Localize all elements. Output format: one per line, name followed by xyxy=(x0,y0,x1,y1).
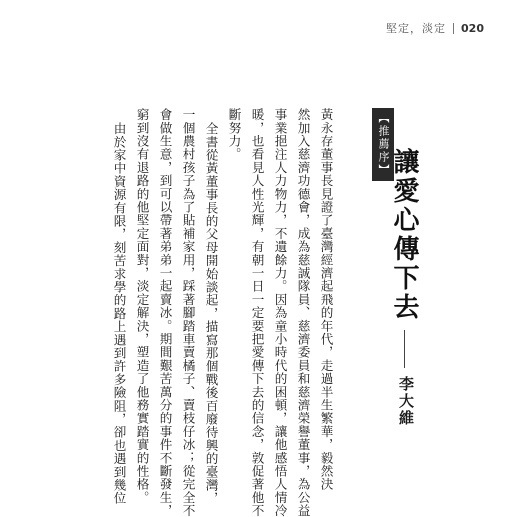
paragraph-line: 全書從黃董事長的父母開始談起，描寫那個戰後百廢待興的臺灣， xyxy=(203,122,219,505)
section-title: 堅定，淡定 xyxy=(386,22,447,35)
paragraph-line: 一個農村孩子為了貼補家用，踩著腳踏車賣橘子、賣枝仔冰；從完全不 xyxy=(180,108,196,517)
paragraph-line: 會做生意，到可以帶著弟弟一起賣冰。期間艱苦萬分的事件不斷發生， xyxy=(157,108,173,517)
paragraph-line: 由於家中資源有限，刻苦求學的路上遇到許多險阻，卻也遇到幾位 xyxy=(111,122,127,505)
paragraph-line: 事業挹注人力物力，不遺餘力。因為童小時代的困頓，讓他感悟人情冷 xyxy=(272,108,288,517)
paragraph-line: 窮到沒有退路的他堅定面對，淡定解決，塑造了他務實踏實的性格。 xyxy=(134,108,150,504)
paragraph-line: 黃永存董事長見證了臺灣經濟起飛的年代，走過半生繁華，毅然決 xyxy=(318,108,334,491)
author-rule xyxy=(404,330,405,368)
header-divider xyxy=(453,23,454,34)
article-title: 讓愛心傳下去 xyxy=(389,148,419,322)
paragraph-line: 然加入慈濟功德會，成為慈誠隊員、慈濟委員和慈濟榮譽董事，為公益 xyxy=(295,108,311,517)
paragraph-line: 斷努力。 xyxy=(226,108,242,161)
running-header xyxy=(386,20,484,36)
page-number: 020 xyxy=(461,21,484,35)
author-name: 李大維 xyxy=(397,376,415,427)
preface-tag: 【推薦序】 xyxy=(372,108,394,181)
paragraph-line: 暖，也看見人性光輝，有朝一日一定要把愛傳下去的信念，敦促著他不 xyxy=(249,108,265,517)
